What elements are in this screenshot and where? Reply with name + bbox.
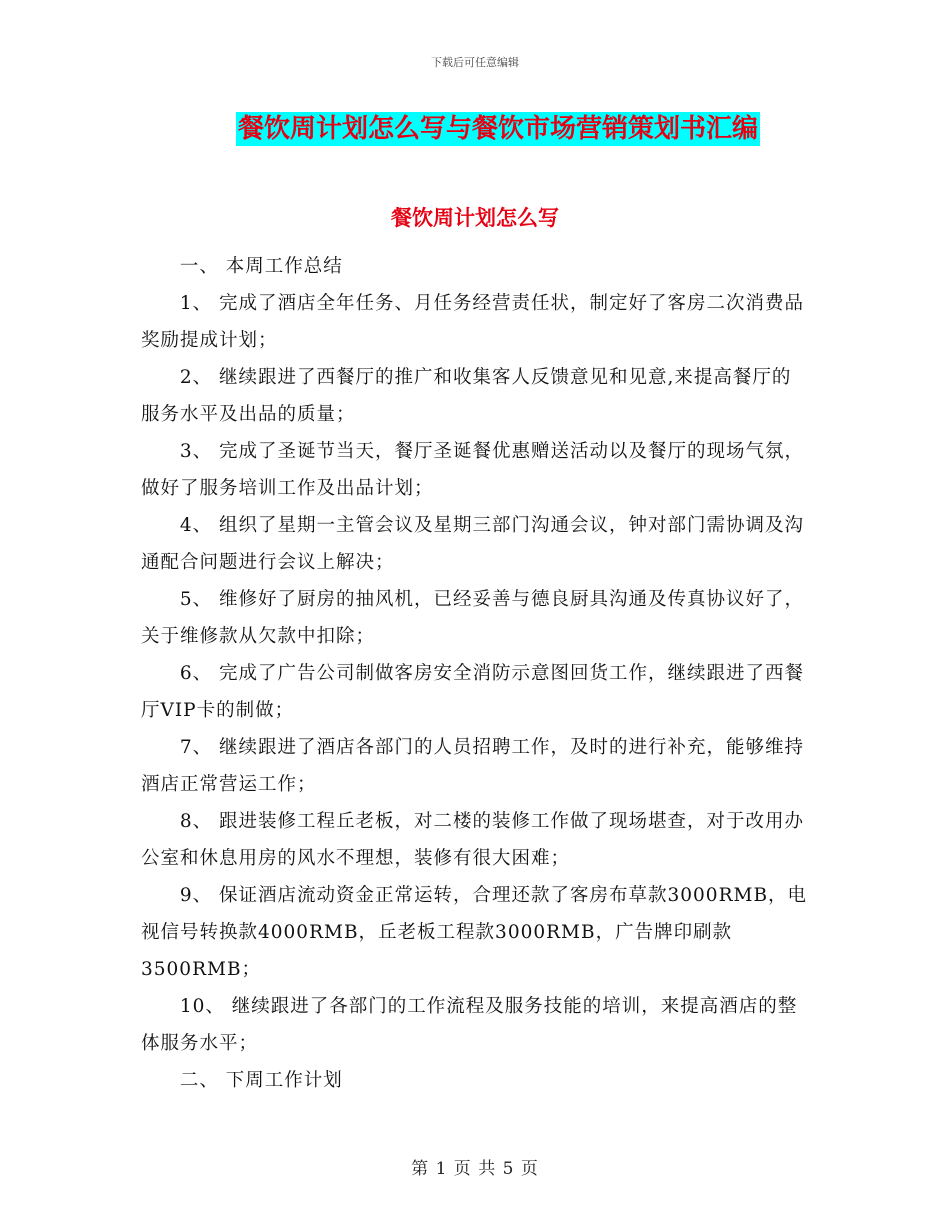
paragraph-item-9: 9、 保证酒店流动资金正常运转，合理还款了客房布草款3000RMB，电视信号转换款4000RMB，丘老板工程款3000RMB，广告牌印刷款3500RMB； [141,885,808,980]
heading-next-week-plan: 二、 下周工作计划 [179,1070,343,1091]
paragraph-item-4: 4、 组织了星期一主管会议及星期三部门沟通会议，钟对部门需协调及沟通配合问题进行会议上解决； [141,515,804,573]
paragraph-item-8: 8、 跟进装修工程丘老板，对二楼的装修工作做了现场堪查，对于改用办公室和休息用房的风水不理想，装修有很大困难； [141,811,804,869]
paragraph-item-7: 7、 继续跟进了酒店各部门的人员招聘工作，及时的进行补充，能够维持酒店正常营运工作； [141,737,804,795]
paragraph-item-3: 3、 完成了圣诞节当天，餐厅圣诞餐优惠赠送活动以及餐厅的现场气氛，做好了服务培训工作及出品计划； [141,441,804,499]
heading-weekly-summary: 一、 本周工作总结 [179,256,343,277]
paragraph-item-6: 6、 完成了广告公司制做客房安全消防示意图回货工作，继续跟进了西餐厅VIP卡的制做； [141,663,804,721]
document-title [0,112,950,146]
paragraph-item-1: 1、 完成了酒店全年任务、月任务经营责任状，制定好了客房二次消费品奖励提成计划； [141,293,804,351]
paragraph-item-5: 5、 维修好了厨房的抽风机，已经妥善与德良厨具沟通及传真协议好了，关于维修款从欠款中扣除； [141,589,804,647]
section-title: 餐饮周计划怎么写 [391,206,559,230]
page-number: 第 1 页 共 5 页 [411,1159,539,1179]
page-header-note: 下载后可任意编辑 [431,56,519,69]
paragraph-item-2: 2、 继续跟进了西餐厅的推广和收集客人反馈意见和见意,来提高餐厅的服务水平及出品的质量； [141,367,792,425]
paragraph-item-10: 10、 继续跟进了各部门的工作流程及服务技能的培训，来提高酒店的整体服务水平； [141,996,798,1054]
document-body [141,248,809,1099]
document-title-text: 餐饮周计划怎么写与餐饮市场营销策划书汇编 [237,114,758,144]
